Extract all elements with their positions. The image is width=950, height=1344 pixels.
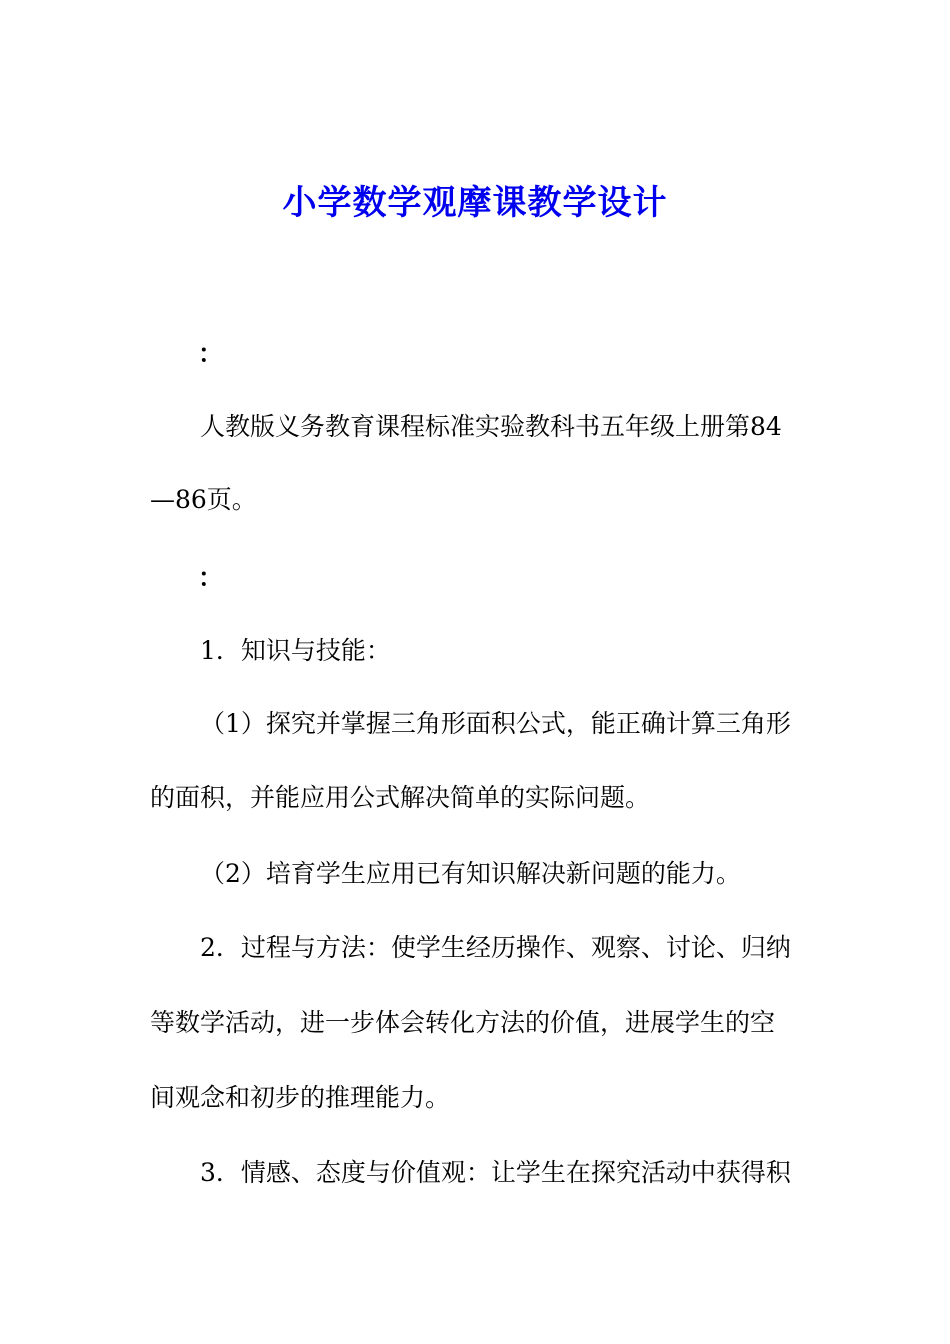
paragraph-line: 人教版义务教育课程标准实验教科书五年级上册第84 (200, 412, 782, 441)
paragraph-line: 2．过程与方法：使学生经历操作、观察、讨论、归纳 (200, 933, 791, 962)
paragraph-line: 3．情感、态度与价值观：让学生在探究活动中获得积 (200, 1158, 791, 1187)
section-label-colon: ： (198, 339, 224, 368)
paragraph-line: —86页。 (150, 485, 257, 514)
document-title: 小学数学观摩课教学设计 (282, 183, 668, 223)
paragraph-line: （2）培育学生应用已有知识解决新问题的能力。 (200, 859, 741, 888)
paragraph-line: 等数学活动，进一步体会转化方法的价值，进展学生的空 (150, 1008, 776, 1037)
section-label-colon: ： (198, 563, 224, 592)
paragraph-line: 1．知识与技能： (200, 636, 391, 665)
paragraph-line: 间观念和初步的推理能力。 (150, 1083, 451, 1112)
paragraph-line: （1）探究并掌握三角形面积公式，能正确计算三角形 (200, 709, 791, 738)
paragraph-line: 的面积，并能应用公式解决简单的实际问题。 (150, 783, 651, 812)
